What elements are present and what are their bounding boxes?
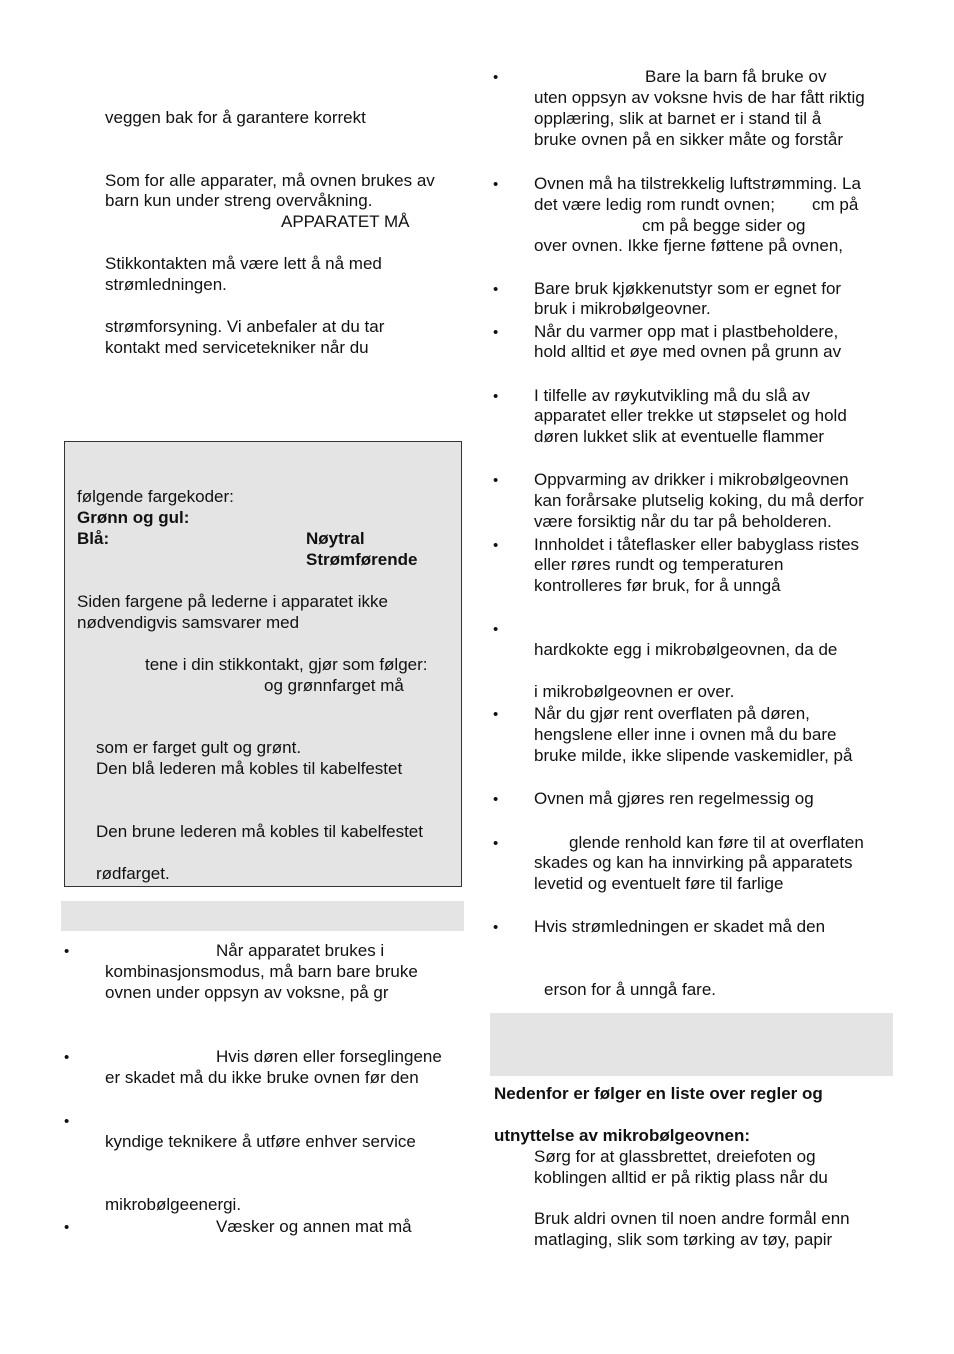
bullet: • [493, 706, 499, 723]
text-line: APPARATET MÅ [281, 212, 410, 231]
text-line: Sørg for at glassbrettet, dreiefoten og [534, 1147, 816, 1166]
text-line: matlaging, slik som tørking av tøy, papir [534, 1230, 833, 1249]
rules-intro: Nedenfor er følger en liste over regler og [494, 1084, 823, 1103]
text-line: eller røres rundt og temperaturen [534, 555, 784, 574]
text-line: hardkokte egg i mikrobølgeovnen, da de [534, 640, 838, 659]
bullet: • [493, 324, 499, 341]
text-line: cm på [812, 195, 859, 214]
text-line: hengslene eller inne i ovnen må du bare [534, 725, 837, 744]
text-line: mikrobølgeenergi. [105, 1195, 242, 1214]
text-line: Den blå lederen må kobles til kabelfestet [96, 759, 403, 778]
text-line: Når du varmer opp mat i plastbeholdere, [534, 322, 839, 341]
section-header-band [61, 901, 464, 931]
bullet: • [493, 69, 499, 86]
text-line: Innholdet i tåteflasker eller babyglass ristes [534, 535, 860, 554]
bullet: • [493, 919, 499, 936]
text-line: apparatet eller trekke ut støpselet og hold [534, 406, 847, 425]
text-line: kontrolleres før bruk, for å unngå [534, 576, 781, 595]
text-line: cm på begge sider og [642, 216, 806, 235]
text-line: strømledningen. [105, 275, 227, 294]
text-line: Væsker og annen mat må [216, 1217, 412, 1236]
text-line: barn kun under streng overvåkning. [105, 191, 373, 210]
text-line: levetid og eventuelt føre til farlige [534, 874, 784, 893]
label-live: Strømførende [306, 550, 418, 569]
label-green-yellow: Grønn og gul: [77, 508, 190, 527]
bullet: • [493, 472, 499, 489]
bullet: • [64, 1049, 70, 1066]
text-line: koblingen alltid er på riktig plass når du [534, 1168, 828, 1187]
bullet: • [493, 791, 499, 808]
text-line: opplæring, slik at barnet er i stand til å [534, 109, 822, 128]
text-line: kan forårsake plutselig koking, du må derfor [534, 491, 864, 510]
label-neutral: Nøytral [306, 529, 365, 548]
label-blue: Blå: [77, 529, 110, 548]
text-line: uten oppsyn av voksne hvis de har fått riktig [534, 88, 865, 107]
bullet: • [493, 388, 499, 405]
bullet: • [64, 1113, 70, 1130]
text-line: Bruk aldri ovnen til noen andre formål enn [534, 1209, 850, 1228]
bullet: • [64, 1219, 70, 1236]
text-line: kyndige teknikere å utføre enhver service [105, 1132, 416, 1151]
bullet: • [493, 835, 499, 852]
text-line: og grønnfarget må [264, 676, 404, 695]
text-line: døren lukket slik at eventuelle flammer [534, 427, 825, 446]
text-line: er skadet må du ikke bruke ovnen før den [105, 1068, 419, 1087]
text-line: Hvis døren eller forseglingene [216, 1047, 442, 1066]
text-line: tene i din stikkontakt, gjør som følger: [145, 655, 428, 674]
text-line: bruke ovnen på en sikker måte og forstår [534, 130, 843, 149]
text-line: Når du gjør rent overflaten på døren, [534, 704, 810, 723]
text-line: over ovnen. Ikke fjerne føttene på ovnen, [534, 236, 844, 255]
bullet: • [493, 281, 499, 298]
text-line: Oppvarming av drikker i mikrobølgeovnen [534, 470, 849, 489]
text-line: Når apparatet brukes i [216, 941, 385, 960]
text-line: Ovnen må ha tilstrekkelig luftstrømming. La [534, 174, 861, 193]
text-line: Som for alle apparater, må ovnen brukes av [105, 171, 435, 190]
text-line: Den brune lederen må kobles til kabelfestet [96, 822, 423, 841]
text-line: erson for å unngå fare. [544, 980, 717, 999]
text-line: Stikkontakten må være lett å nå med [105, 254, 382, 273]
text-line: veggen bak for å garantere korrekt [105, 108, 366, 127]
text-line: strømforsyning. Vi anbefaler at du tar [105, 317, 385, 336]
text-line: I tilfelle av røykutvikling må du slå av [534, 386, 810, 405]
text-line: hold alltid et øye med ovnen på grunn av [534, 342, 842, 361]
text-line: Bare la barn få bruke ov [645, 67, 827, 86]
text-line: skades og kan ha innvirking på apparatets [534, 853, 853, 872]
rules-intro-2: utnyttelse av mikrobølgeovnen: [494, 1126, 750, 1145]
bullet: • [493, 537, 499, 554]
bullet: • [493, 176, 499, 193]
text-line: i mikrobølgeovnen er over. [534, 682, 735, 701]
text-line: som er farget gult og grønt. [96, 738, 302, 757]
text-line: rødfarget. [96, 864, 170, 883]
text-line: bruke milde, ikke slipende vaskemidler, på [534, 746, 853, 765]
text-line: Bare bruk kjøkkenutstyr som er egnet for [534, 279, 842, 298]
text-line: kontakt med servicetekniker når du [105, 338, 369, 357]
text-line: glende renhold kan føre til at overflaten [569, 833, 864, 852]
text-line: Hvis strømledningen er skadet må den [534, 917, 826, 936]
text-line: bruk i mikrobølgeovner. [534, 299, 711, 318]
text-line: være forsiktig når du tar på beholderen. [534, 512, 832, 531]
text-line: nødvendigvis samsvarer med [77, 613, 300, 632]
text-line: Siden fargene på lederne i apparatet ikke [77, 592, 388, 611]
text-line: følgende fargekoder: [77, 487, 234, 506]
bullet: • [493, 621, 499, 638]
bullet: • [64, 943, 70, 960]
text-line: Ovnen må gjøres ren regelmessig og [534, 789, 814, 808]
text-line: kombinasjonsmodus, må barn bare bruke [105, 962, 418, 981]
text-line: det være ledig rom rundt ovnen; [534, 195, 775, 214]
section-header-band [490, 1013, 893, 1076]
text-line: ovnen under oppsyn av voksne, på gr [105, 983, 389, 1002]
